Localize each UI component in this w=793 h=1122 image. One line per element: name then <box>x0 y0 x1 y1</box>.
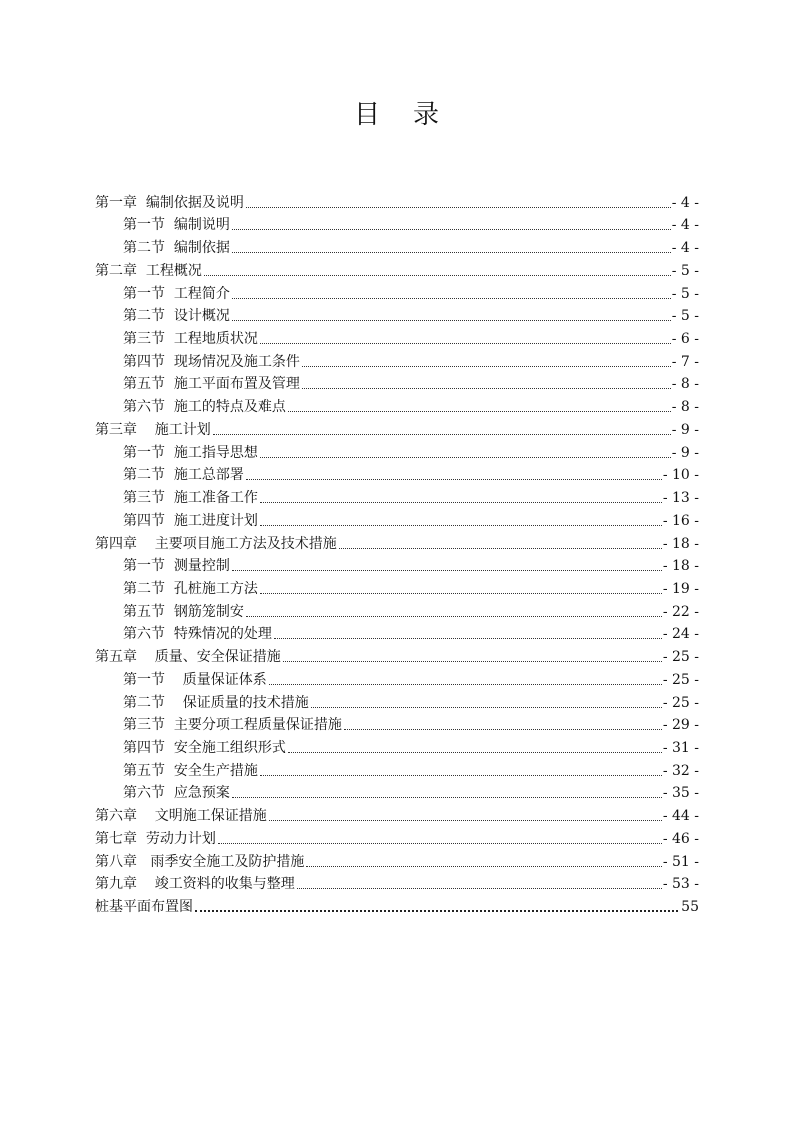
toc-section-entry[interactable] <box>95 598 699 621</box>
dot-leader <box>269 683 662 685</box>
toc-page-number: - 16 - <box>662 512 699 529</box>
dot-leader <box>344 728 662 730</box>
toc-entry-label: 第七章 劳动力计划 <box>95 830 216 847</box>
toc-page-number: - 53 - <box>662 876 699 893</box>
dot-leader <box>246 615 662 617</box>
toc-entry-label: 第二章 工程概况 <box>95 262 202 279</box>
toc-entry-label: 第二节 设计概况 <box>123 308 230 325</box>
toc-page-number: - 4 - <box>671 240 699 257</box>
toc-page-number: - 24 - <box>662 626 699 643</box>
toc-entry-label: 第三章 施工计划 <box>95 421 211 438</box>
toc-page-number: - 51 - <box>662 853 699 870</box>
toc-page-number: - 10 - <box>662 467 699 484</box>
toc-page-number: - 5 - <box>671 285 699 302</box>
toc-page-number: - 29 - <box>662 717 699 734</box>
toc-entry-label: 第九章 竣工资料的收集与整理 <box>95 876 295 893</box>
toc-entry-label: 第八章 雨季安全施工及防护措施 <box>95 853 305 870</box>
toc-entry-label: 第四节 安全施工组织形式 <box>123 739 286 756</box>
toc-chapter-entry[interactable] <box>95 416 699 439</box>
dot-leader <box>302 387 671 389</box>
toc-entry-label: 第五节 钢筋笼制安 <box>123 603 244 620</box>
toc-entry-label: 第三节 主要分项工程质量保证措施 <box>123 717 342 734</box>
toc-section-entry[interactable] <box>95 780 699 803</box>
toc-page-number: 55 <box>681 899 699 915</box>
dot-leader <box>260 456 671 458</box>
toc-page-number: - 4 - <box>671 217 699 234</box>
dot-leader <box>283 660 662 662</box>
dot-leader <box>232 569 662 571</box>
dot-leader <box>306 865 661 867</box>
toc-entry-label: 第二节 施工总部署 <box>123 467 244 484</box>
toc-entry-label: 第一节 施工指导思想 <box>123 444 258 461</box>
dot-leader <box>260 774 662 776</box>
dot-leader <box>288 751 662 753</box>
toc-entry-label: 第一节 工程简介 <box>123 285 230 302</box>
toc-entry-label: 桩基平面布置图 <box>95 899 193 915</box>
dot-leader <box>297 887 662 889</box>
toc-entry-label: 第三节 工程地质状况 <box>123 331 258 348</box>
toc-page-number: - 5 - <box>671 262 699 279</box>
toc-section-entry[interactable] <box>95 280 699 303</box>
dot-leader <box>269 819 662 821</box>
toc-page-number: - 25 - <box>662 694 699 711</box>
dot-leader <box>232 228 671 230</box>
toc-chapter-entry[interactable] <box>95 893 699 916</box>
toc-chapter-entry[interactable] <box>95 871 699 894</box>
toc-page-number: - 18 - <box>662 535 699 552</box>
toc-page-number: - 25 - <box>662 649 699 666</box>
dot-leader <box>260 592 662 594</box>
toc-entry-label: 第六节 施工的特点及难点 <box>123 399 286 416</box>
dot-leader <box>195 909 678 912</box>
toc-page-number: - 5 - <box>671 308 699 325</box>
toc-section-entry[interactable] <box>95 439 699 462</box>
dot-leader <box>232 297 671 299</box>
toc-section-entry[interactable] <box>95 507 699 530</box>
toc-page-number: - 8 - <box>671 376 699 393</box>
toc-page-number: - 7 - <box>671 353 699 370</box>
toc-section-entry[interactable] <box>95 689 699 712</box>
toc-page-number: - 13 - <box>662 490 699 507</box>
toc-section-entry[interactable] <box>95 553 699 576</box>
toc-chapter-entry[interactable] <box>95 825 699 848</box>
toc-entry-label: 第五章 质量、安全保证措施 <box>95 649 281 666</box>
toc-chapter-entry[interactable] <box>95 643 699 666</box>
toc-entry-label: 第四节 施工进度计划 <box>123 512 258 529</box>
toc-chapter-entry[interactable] <box>95 848 699 871</box>
dot-leader <box>213 433 671 435</box>
toc-page-number: - 22 - <box>662 603 699 620</box>
toc-section-entry[interactable] <box>95 393 699 416</box>
toc-entry-label: 第六节 应急预案 <box>123 785 230 802</box>
toc-page-number: - 6 - <box>671 331 699 348</box>
toc-section-entry[interactable] <box>95 234 699 257</box>
toc-entry-label: 第五节 安全生产措施 <box>123 762 258 779</box>
toc-entry-label: 第一节 测量控制 <box>123 558 230 575</box>
toc-entry-label: 第一节 质量保证体系 <box>123 671 267 688</box>
toc-entry-label: 第一节 编制说明 <box>123 217 230 234</box>
dot-leader <box>218 842 662 844</box>
toc-section-entry[interactable] <box>95 575 699 598</box>
toc-section-entry[interactable] <box>95 484 699 507</box>
toc-entry-label: 第六节 特殊情况的处理 <box>123 626 272 643</box>
dot-leader <box>260 524 662 526</box>
toc-entry-label: 第六章 文明施工保证措施 <box>95 808 267 825</box>
toc-page-number: - 31 - <box>662 739 699 756</box>
toc-page-number: - 8 - <box>671 399 699 416</box>
dot-leader <box>232 319 671 321</box>
dot-leader <box>339 547 662 549</box>
toc-entry-label: 第五节 施工平面布置及管理 <box>123 376 300 393</box>
toc-section-entry[interactable] <box>95 462 699 485</box>
toc-section-entry[interactable] <box>95 303 699 326</box>
dot-leader <box>246 206 671 208</box>
toc-chapter-entry[interactable] <box>95 530 699 553</box>
dot-leader <box>311 706 662 708</box>
toc-page-number: - 9 - <box>671 421 699 438</box>
toc-chapter-entry[interactable] <box>95 189 699 212</box>
toc-section-entry[interactable] <box>95 348 699 371</box>
toc-page-number: - 19 - <box>662 580 699 597</box>
toc-entry-label: 第四节 现场情况及施工条件 <box>123 353 300 370</box>
dot-leader <box>302 365 671 367</box>
dot-leader <box>288 410 671 412</box>
toc-page-number: - 46 - <box>662 830 699 847</box>
toc-entry-label: 第三节 施工准备工作 <box>123 490 258 507</box>
toc-entry-label: 第四章 主要项目施工方法及技术措施 <box>95 535 337 552</box>
toc-page-number: - 35 - <box>662 785 699 802</box>
dot-leader <box>274 637 662 639</box>
toc-page-number: - 18 - <box>662 558 699 575</box>
dot-leader <box>260 342 671 344</box>
toc-section-entry[interactable] <box>95 734 699 757</box>
toc-entry-label: 第一章 编制依据及说明 <box>95 194 244 211</box>
toc-page-number: - 25 - <box>662 671 699 688</box>
toc-section-entry[interactable] <box>95 371 699 394</box>
toc-entry-label: 第二节 孔桩施工方法 <box>123 580 258 597</box>
dot-leader <box>232 796 662 798</box>
dot-leader <box>260 501 662 503</box>
table-of-contents <box>95 189 699 916</box>
page-title: 目 录 <box>353 100 440 130</box>
toc-page-number: - 32 - <box>662 762 699 779</box>
toc-section-entry[interactable] <box>95 666 699 689</box>
dot-leader <box>204 274 671 276</box>
dot-leader <box>232 251 671 253</box>
toc-section-entry[interactable] <box>95 212 699 235</box>
toc-section-entry[interactable] <box>95 757 699 780</box>
toc-section-entry[interactable] <box>95 325 699 348</box>
toc-section-entry[interactable] <box>95 712 699 735</box>
toc-page-number: - 4 - <box>671 194 699 211</box>
toc-section-entry[interactable] <box>95 621 699 644</box>
toc-page-number: - 44 - <box>662 808 699 825</box>
toc-entry-label: 第二节 编制依据 <box>123 240 230 257</box>
toc-chapter-entry[interactable] <box>95 802 699 825</box>
toc-page-number: - 9 - <box>671 444 699 461</box>
dot-leader <box>246 478 662 480</box>
toc-chapter-entry[interactable] <box>95 257 699 280</box>
toc-entry-label: 第二节 保证质量的技术措施 <box>123 694 309 711</box>
